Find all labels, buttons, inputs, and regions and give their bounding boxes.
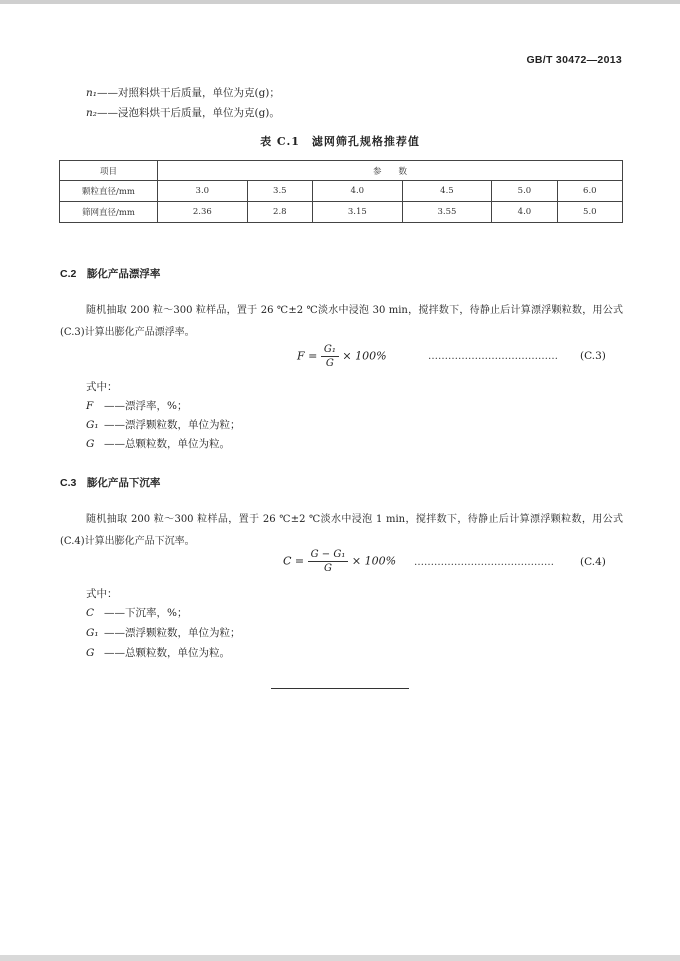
formula-rhs: × 100% — [351, 554, 397, 568]
definition-F — [86, 398, 187, 413]
definition-symbol: n₂ — [86, 107, 97, 119]
table-caption: 表 C.1 滤网筛孔规格推荐值 — [260, 135, 420, 148]
fraction-numerator: G₁ — [321, 344, 339, 357]
fraction-numerator: G − G₁ — [308, 549, 349, 562]
table-cell: 2.8 — [247, 202, 312, 223]
definition-text: ——浸泡料烘干后质量，单位为克(g)。 — [96, 107, 280, 119]
table-cell: 5.0 — [492, 181, 557, 202]
definition-G — [86, 645, 230, 660]
definition-symbol: G₁ — [86, 419, 99, 431]
definition-G — [86, 436, 230, 451]
definition-G1 — [86, 417, 241, 432]
table-cell: 4.0 — [492, 202, 557, 223]
section-paragraph-c3: 随机抽取 200 粒～300 粒样品，置于 26 ℃±2 ℃淡水中浸泡 1 min，搅拌数下，待静止后计算漂浮颗粒数，用公式(C.4)计算出膨化产品下沉率。 — [60, 514, 623, 547]
end-of-standard-rule — [271, 688, 409, 689]
equation-number-c3: (C.3) — [580, 350, 606, 362]
definition-symbol: C — [86, 607, 95, 619]
formula-fraction — [308, 549, 349, 574]
where-label: 式中： — [86, 381, 118, 393]
fraction-denominator: G — [325, 358, 334, 369]
definition-text: ——漂浮率，%； — [104, 400, 188, 412]
definition-symbol: G₁ — [86, 627, 99, 639]
definition-n2 — [86, 105, 280, 120]
row-label: 颗粒直径/mm — [60, 181, 158, 202]
formula-c4 — [283, 549, 396, 574]
table-row — [60, 202, 623, 223]
formula-fraction — [321, 344, 339, 369]
formula-lhs: F = — [297, 349, 318, 363]
section-paragraph-c2: 随机抽取 200 粒～300 粒样品，置于 26 ℃±2 ℃淡水中浸泡 30 min，搅拌数下，待静止后计算漂浮颗粒数，用公式(C.3)计算出膨化产品漂浮率。 — [60, 305, 623, 338]
table-row — [60, 181, 623, 202]
table-cell: 2.36 — [158, 202, 248, 223]
equation-leader-dots: ………………………………… — [428, 351, 558, 362]
definition-text: ——对照料烘干后质量，单位为克(g)； — [96, 87, 280, 99]
definition-text: ——总颗粒数，单位为粒。 — [104, 647, 230, 659]
table-cell: 4.5 — [402, 181, 492, 202]
definition-symbol: n₁ — [86, 87, 97, 99]
where-label: 式中： — [86, 588, 118, 600]
table-cell: 3.0 — [158, 181, 248, 202]
definition-symbol: G — [86, 647, 95, 659]
formula-rhs: × 100% — [342, 349, 387, 363]
header-item: 项目 — [60, 161, 158, 181]
definition-text: ——下沉率，%； — [104, 607, 188, 619]
definition-symbol: F — [86, 400, 94, 412]
formula-lhs: C = — [283, 554, 305, 568]
section-heading-c3: C.3 膨化产品下沉率 — [60, 477, 161, 489]
section-heading-c2: C.2 膨化产品漂浮率 — [60, 268, 161, 280]
equation-number-c4: (C.4) — [580, 556, 606, 568]
table-cell: 3.15 — [312, 202, 402, 223]
page-top-edge — [0, 0, 680, 4]
definition-text: ——漂浮颗粒数，单位为粒； — [104, 627, 241, 639]
header-params: 参 数 — [158, 161, 623, 181]
definition-symbol: G — [86, 438, 95, 450]
table-cell: 5.0 — [557, 202, 622, 223]
table-cell: 4.0 — [312, 181, 402, 202]
formula-c3 — [297, 344, 387, 369]
sieve-spec-table — [59, 160, 623, 223]
row-label: 筛网直径/mm — [60, 202, 158, 223]
table-cell: 3.5 — [247, 181, 312, 202]
definition-G1 — [86, 625, 241, 640]
table-cell: 6.0 — [557, 181, 622, 202]
table-cell: 3.55 — [402, 202, 492, 223]
standard-number: GB/T 30472—2013 — [526, 54, 622, 66]
table-header-row — [60, 161, 623, 181]
definition-text: ——漂浮颗粒数，单位为粒； — [104, 419, 241, 431]
page-bottom-edge — [0, 955, 680, 961]
definition-text: ——总颗粒数，单位为粒。 — [104, 438, 230, 450]
definition-n1 — [86, 85, 280, 100]
equation-leader-dots: …………………………………… — [414, 557, 554, 568]
fraction-denominator: G — [324, 563, 332, 574]
definition-C — [86, 605, 187, 620]
